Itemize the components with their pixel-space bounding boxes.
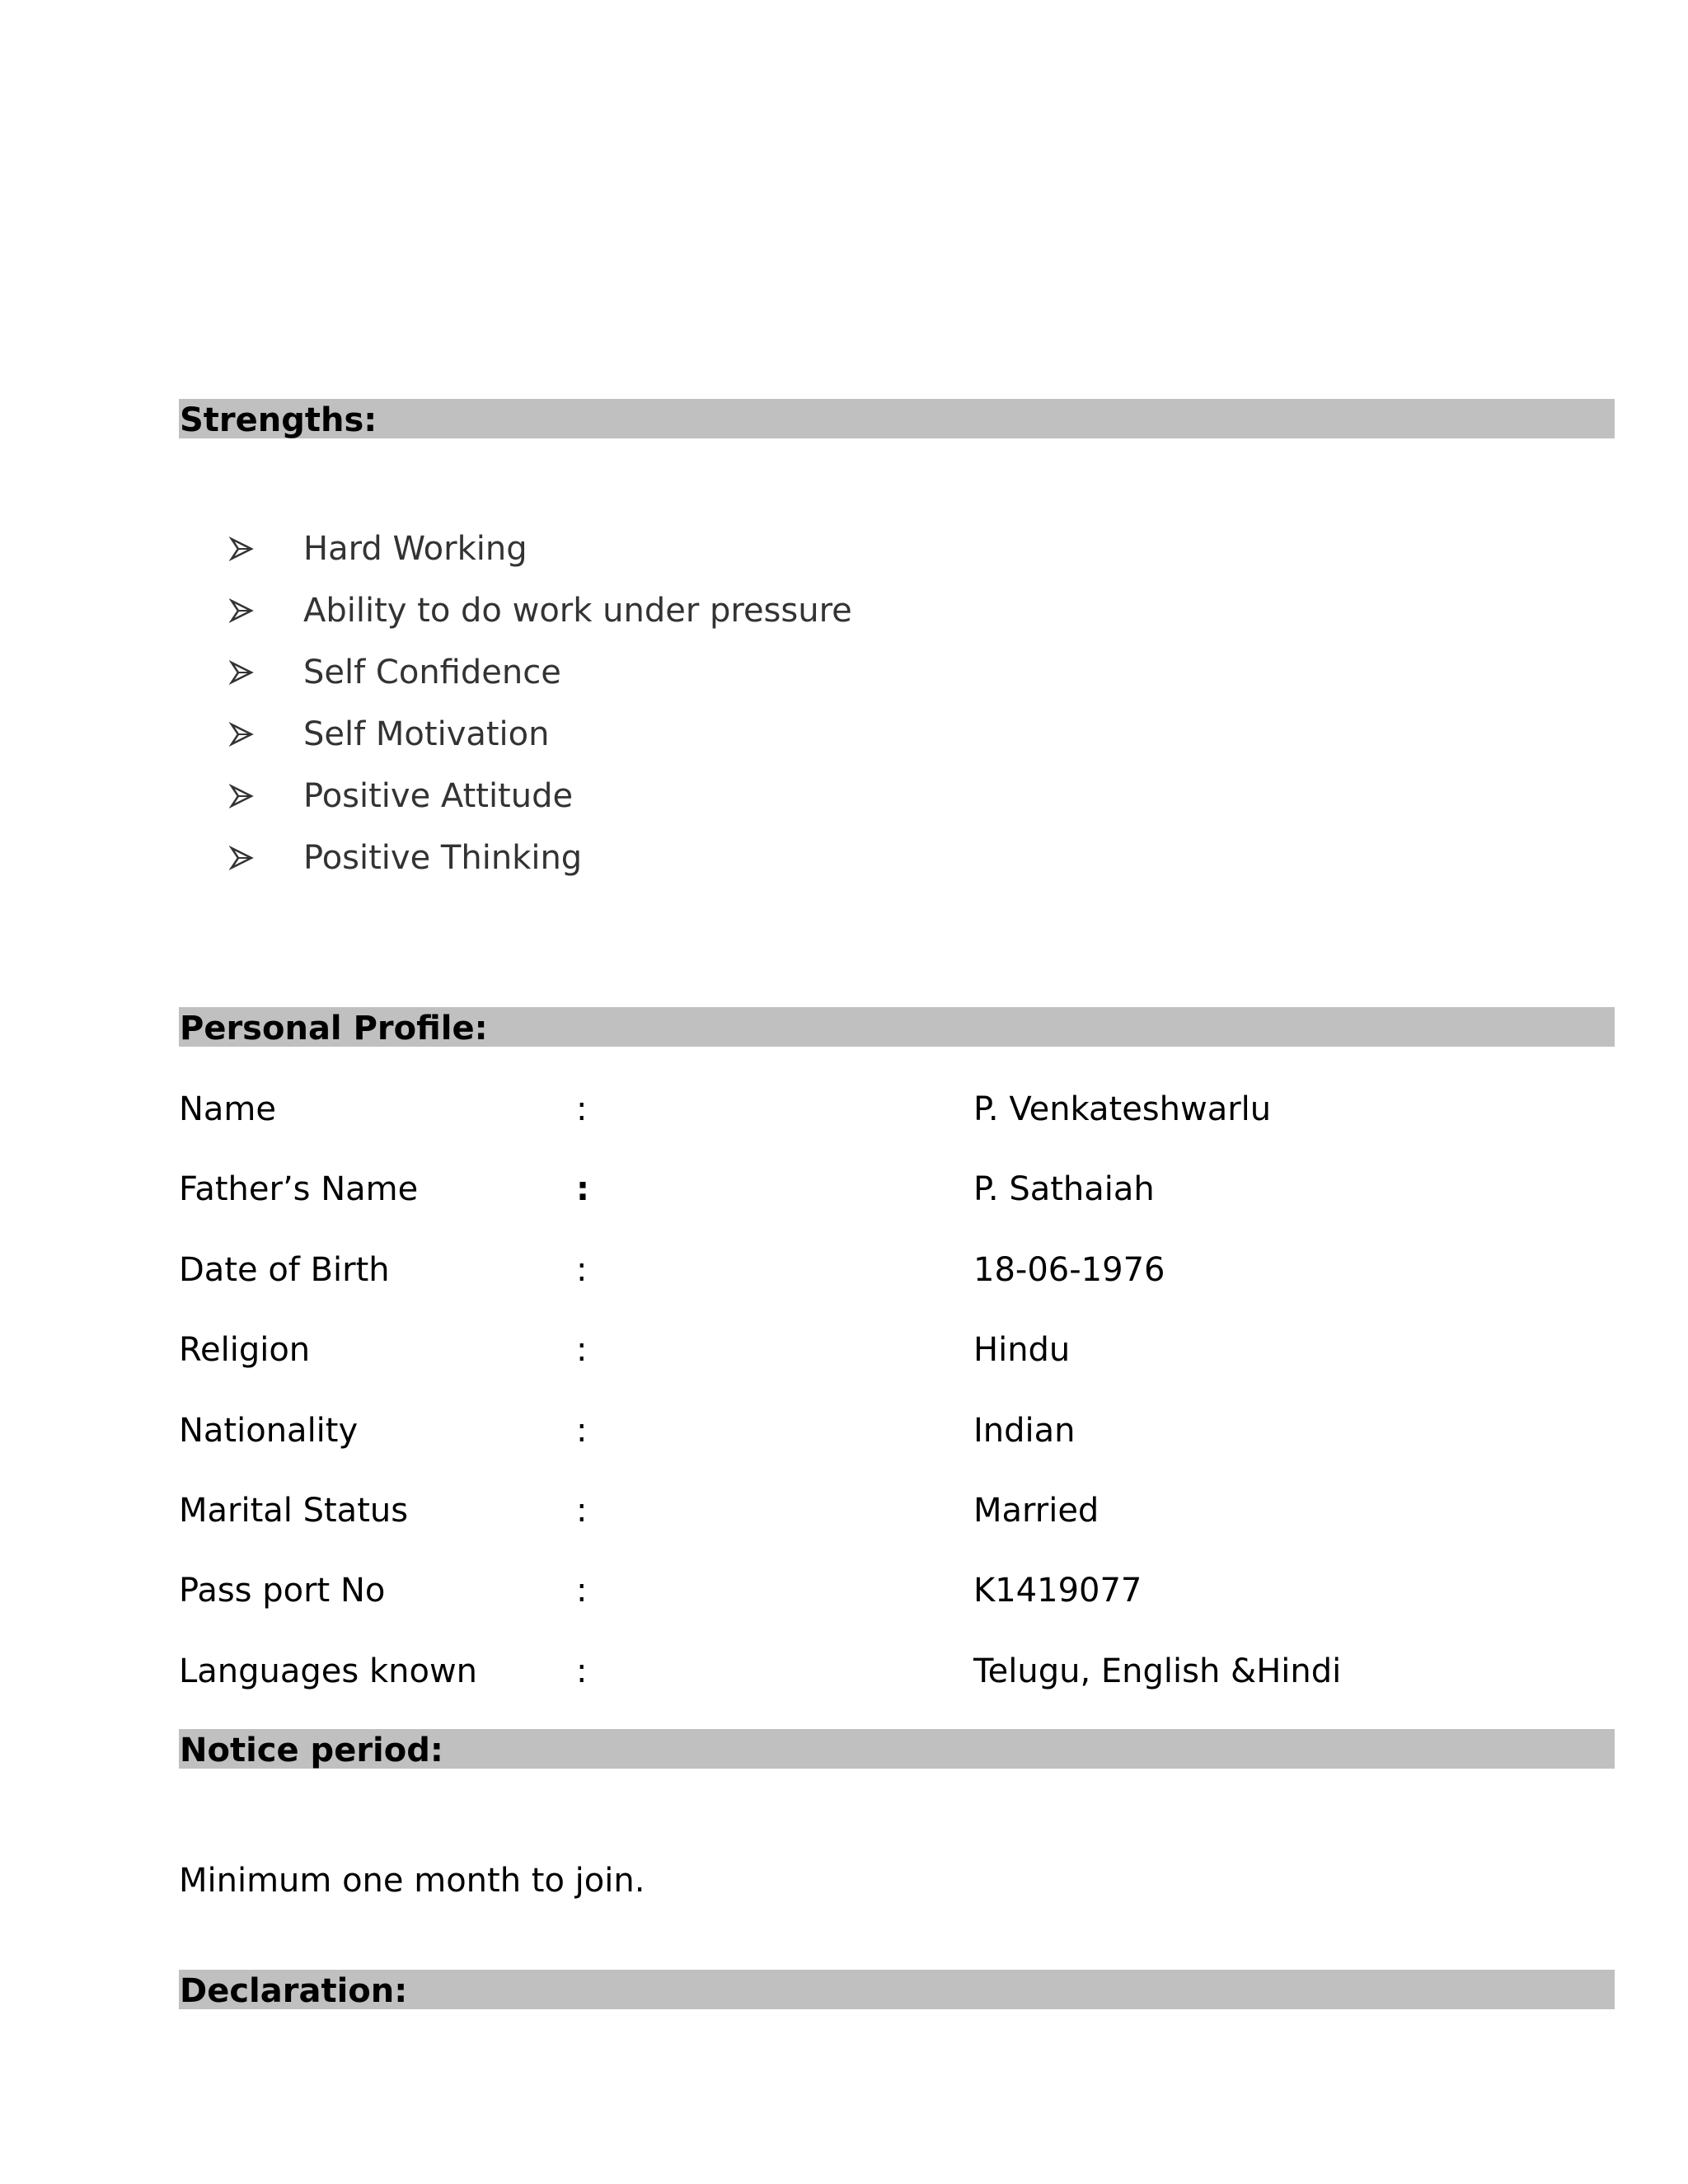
list-item (229, 765, 852, 827)
profile-separator: : (576, 1652, 588, 1690)
strength-text: Hard Working (303, 529, 528, 568)
strength-text: Ability to do work under pressure (303, 591, 852, 630)
profile-value: K1419077 (973, 1572, 1142, 1610)
profile-value: Married (973, 1492, 1100, 1530)
profile-label: Religion (179, 1331, 311, 1369)
profile-value: 18-06-1976 (973, 1251, 1165, 1289)
profile-value: Telugu, English &Hindi (973, 1652, 1342, 1690)
profile-row-passport-no (179, 1566, 1615, 1615)
profile-separator: : (576, 1251, 588, 1289)
profile-value: Hindu (973, 1331, 1071, 1369)
notice-period-text: Minimum one month to join. (179, 1862, 645, 1900)
profile-separator: : (576, 1412, 588, 1450)
profile-label: Languages known (179, 1652, 478, 1690)
profile-label: Name (179, 1090, 277, 1128)
profile-separator: : (576, 1170, 589, 1208)
personal-profile-heading: Personal Profile: (179, 1007, 1615, 1047)
profile-row-marital-status (179, 1486, 1615, 1535)
profile-label: Father’s Name (179, 1170, 419, 1208)
list-item (229, 703, 852, 765)
list-item (229, 518, 852, 579)
notice-period-heading: Notice period: (179, 1729, 1615, 1769)
profile-row-fathers-name (179, 1165, 1615, 1214)
profile-separator: : (576, 1492, 588, 1530)
profile-row-languages-known (179, 1647, 1615, 1696)
arrowhead-bullet-icon (229, 660, 254, 685)
list-item (229, 579, 852, 641)
declaration-heading: Declaration: (179, 1970, 1615, 2009)
strengths-heading: Strengths: (179, 399, 1615, 438)
profile-label: Marital Status (179, 1492, 409, 1530)
arrowhead-bullet-icon (229, 722, 254, 747)
profile-label: Date of Birth (179, 1251, 390, 1289)
arrowhead-bullet-icon (229, 537, 254, 561)
strength-text: Self Motivation (303, 715, 550, 753)
profile-separator: : (576, 1331, 588, 1369)
strength-text: Self Confidence (303, 653, 561, 691)
profile-label: Nationality (179, 1412, 359, 1450)
list-item (229, 641, 852, 703)
profile-separator: : (576, 1090, 588, 1128)
profile-row-date-of-birth (179, 1245, 1615, 1295)
arrowhead-bullet-icon (229, 598, 254, 623)
arrowhead-bullet-icon (229, 784, 254, 808)
strength-text: Positive Thinking (303, 838, 583, 877)
profile-row-nationality (179, 1406, 1615, 1455)
profile-label: Pass port No (179, 1572, 386, 1610)
strength-text: Positive Attitude (303, 776, 574, 815)
profile-value: P. Sathaiah (973, 1170, 1155, 1208)
profile-row-name (179, 1085, 1615, 1134)
profile-row-religion (179, 1325, 1615, 1375)
profile-separator: : (576, 1572, 588, 1610)
arrowhead-bullet-icon (229, 846, 254, 870)
strengths-list (229, 518, 852, 888)
list-item (229, 827, 852, 888)
profile-value: P. Venkateshwarlu (973, 1090, 1272, 1128)
profile-value: Indian (973, 1412, 1076, 1450)
